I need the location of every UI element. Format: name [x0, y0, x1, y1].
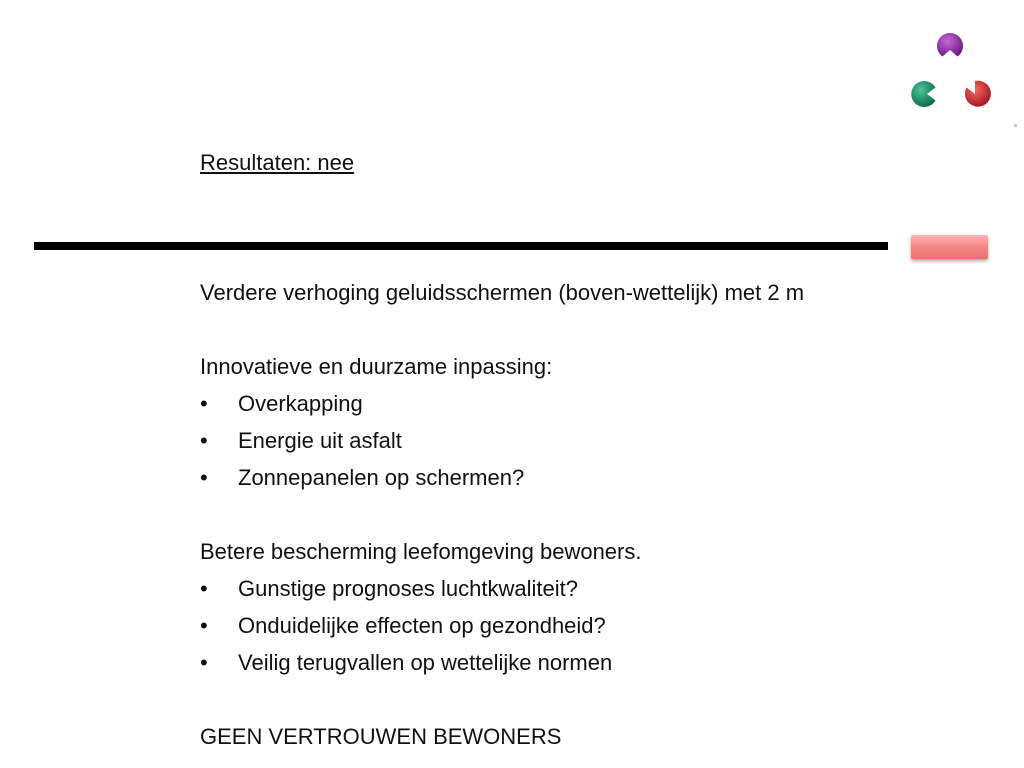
list-item	[200, 459, 940, 496]
three-dots-logo-icon	[905, 30, 997, 112]
section-title-protection: Betere bescherming leefomgeving bewoners.	[200, 539, 642, 564]
bullet-icon: •	[200, 465, 208, 490]
bullet-icon: •	[200, 613, 208, 638]
divider-bar	[34, 242, 888, 250]
list-item	[200, 607, 940, 644]
list-item-text: Zonnepanelen op schermen?	[238, 465, 525, 490]
conclusion-line: GEEN VERTROUWEN BEWONERS	[200, 724, 562, 749]
edge-mark	[1014, 124, 1017, 127]
list-item-text: Overkapping	[238, 391, 363, 416]
list-item-text: Energie uit asfalt	[238, 428, 402, 453]
spacer	[200, 681, 940, 718]
slide-content	[200, 274, 940, 755]
list-item-text: Gunstige prognoses luchtkwaliteit?	[238, 576, 578, 601]
pink-tab	[911, 235, 988, 259]
list-item	[200, 644, 940, 681]
spacer	[200, 311, 940, 348]
list-item	[200, 422, 940, 459]
list-item	[200, 570, 940, 607]
bullet-icon: •	[200, 576, 208, 601]
intro-line: Verdere verhoging geluidsschermen (boven-wettelijk) met 2 m	[200, 280, 805, 305]
slide-heading: Resultaten: nee	[200, 150, 355, 175]
list-item-text: Onduidelijke effecten op gezondheid?	[238, 613, 606, 638]
section-title-innovation: Innovatieve en duurzame inpassing:	[200, 354, 553, 379]
list-item-text: Veilig terugvallen op wettelijke normen	[238, 650, 613, 675]
bullet-icon: •	[200, 650, 208, 675]
list-item	[200, 385, 940, 422]
spacer	[200, 496, 940, 533]
bullet-icon: •	[200, 428, 208, 453]
bullet-icon: •	[200, 391, 208, 416]
